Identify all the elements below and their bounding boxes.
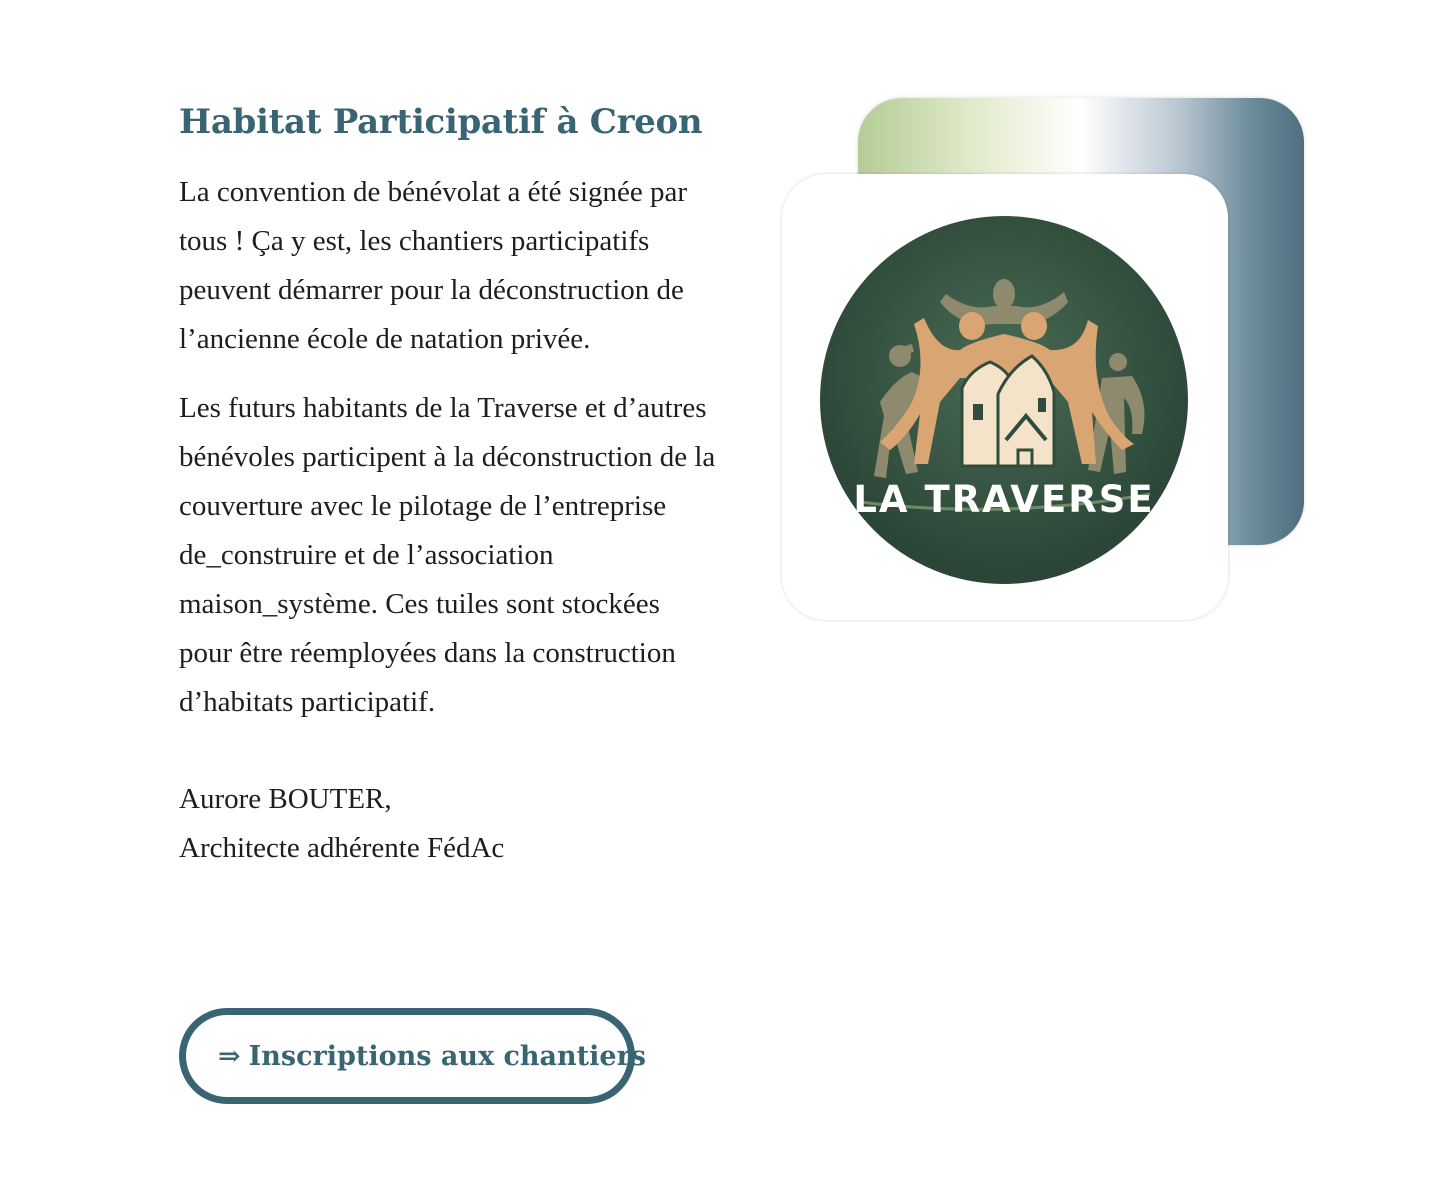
signature-role: Architecte adhérente FédAc	[179, 832, 505, 864]
registration-button-label: Inscriptions aux chantiers	[248, 1040, 647, 1072]
logo-text: LA TRAVERSE	[853, 478, 1155, 521]
article-title: Habitat Participatif à Creon	[179, 102, 703, 142]
signature-name: Aurore BOUTER,	[179, 783, 392, 815]
article-paragraph-1: La convention de bénévolat a été signée par tous ! Ça y est, les chantiers participatifs peuvent démarrer pour la déconstruction de l’ancienne école de natation privée.	[179, 176, 688, 355]
arrow-right-icon: ⇒	[218, 1040, 241, 1072]
signature	[179, 775, 719, 873]
article-paragraph-2: Les futurs habitants de la Traverse et d’autres bénévoles participent à la déconstruction de la couverture avec le pilotage de l’entreprise de_construire et de l’association maison_système. Ces tuiles sont stockées pour être réemployées dans la construction d’habitats participatif.	[179, 392, 716, 718]
registration-button[interactable]	[179, 1008, 647, 1104]
logo-card	[780, 96, 1308, 624]
la-traverse-logo	[820, 202, 1190, 598]
article	[179, 96, 719, 873]
